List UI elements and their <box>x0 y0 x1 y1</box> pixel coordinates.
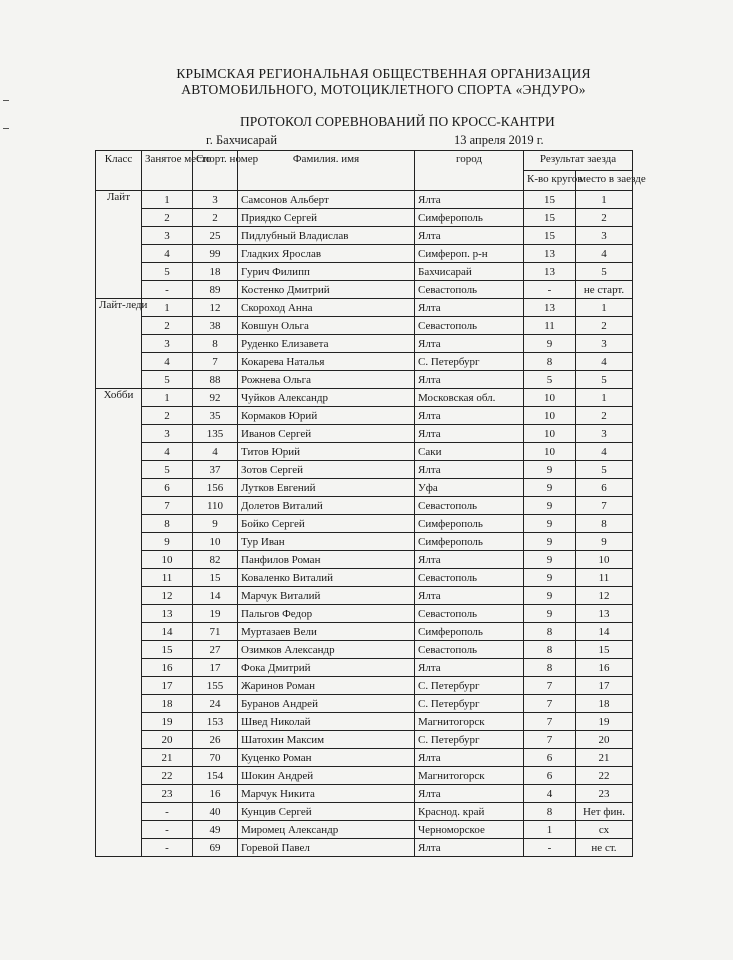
table-row <box>96 713 633 731</box>
number-cell: 10 <box>193 533 238 551</box>
name-cell: Кормаков Юрий <box>238 407 415 425</box>
heat-place-cell: 23 <box>576 785 633 803</box>
city-cell: Бахчисарай <box>415 263 524 281</box>
heat-place-cell: 1 <box>576 299 633 317</box>
name-cell: Миромец Александр <box>238 821 415 839</box>
column-header-city: город <box>415 151 524 191</box>
table-row <box>96 803 633 821</box>
number-cell: 4 <box>193 443 238 461</box>
column-header-laps: К-во кругов <box>524 171 576 191</box>
laps-cell: 8 <box>524 659 576 677</box>
place-cell: 19 <box>142 713 193 731</box>
name-cell: Иванов Сергей <box>238 425 415 443</box>
table-row <box>96 659 633 677</box>
table-row <box>96 263 633 281</box>
place-cell: 4 <box>142 245 193 263</box>
city-cell: Симфероп. р-н <box>415 245 524 263</box>
city-cell: Ялта <box>415 785 524 803</box>
heat-place-cell: 16 <box>576 659 633 677</box>
laps-cell: 13 <box>524 245 576 263</box>
heat-place-cell: 5 <box>576 263 633 281</box>
number-cell: 37 <box>193 461 238 479</box>
number-cell: 26 <box>193 731 238 749</box>
column-header-class: Класс <box>96 151 142 191</box>
name-cell: Буранов Андрей <box>238 695 415 713</box>
place-cell: 11 <box>142 569 193 587</box>
name-cell: Бойко Сергей <box>238 515 415 533</box>
heat-place-cell: 4 <box>576 443 633 461</box>
laps-cell: 15 <box>524 191 576 209</box>
heat-place-cell: 8 <box>576 515 633 533</box>
place-cell: 2 <box>142 209 193 227</box>
heat-place-cell: 17 <box>576 677 633 695</box>
number-cell: 99 <box>193 245 238 263</box>
place-cell: 18 <box>142 695 193 713</box>
name-cell: Кокарева Наталья <box>238 353 415 371</box>
place-cell: - <box>142 281 193 299</box>
city-cell: С. Петербург <box>415 353 524 371</box>
table-row <box>96 209 633 227</box>
heat-place-cell: 6 <box>576 479 633 497</box>
city-cell: Ялта <box>415 371 524 389</box>
place-cell: 2 <box>142 317 193 335</box>
place-cell: 22 <box>142 767 193 785</box>
number-cell: 3 <box>193 191 238 209</box>
city-cell: Симферополь <box>415 515 524 533</box>
name-cell: Шатохин Максим <box>238 731 415 749</box>
city-cell: Симферополь <box>415 623 524 641</box>
name-cell: Тур Иван <box>238 533 415 551</box>
name-cell: Озимков Александр <box>238 641 415 659</box>
name-cell: Коваленко Виталий <box>238 569 415 587</box>
number-cell: 17 <box>193 659 238 677</box>
laps-cell: 9 <box>524 497 576 515</box>
city-cell: Ялта <box>415 587 524 605</box>
number-cell: 9 <box>193 515 238 533</box>
name-cell: Зотов Сергей <box>238 461 415 479</box>
laps-cell: 6 <box>524 767 576 785</box>
city-cell: Уфа <box>415 479 524 497</box>
name-cell: Приядко Сергей <box>238 209 415 227</box>
laps-cell: 7 <box>524 731 576 749</box>
heat-place-cell: 12 <box>576 587 633 605</box>
class-cell: Хобби <box>96 389 142 857</box>
number-cell: 8 <box>193 335 238 353</box>
number-cell: 7 <box>193 353 238 371</box>
laps-cell: 10 <box>524 425 576 443</box>
table-row <box>96 695 633 713</box>
place-cell: 14 <box>142 623 193 641</box>
number-cell: 24 <box>193 695 238 713</box>
number-cell: 156 <box>193 479 238 497</box>
table-row <box>96 677 633 695</box>
heat-place-cell: не старт. <box>576 281 633 299</box>
number-cell: 82 <box>193 551 238 569</box>
table-row <box>96 515 633 533</box>
city-cell: Севастополь <box>415 281 524 299</box>
heat-place-cell: 18 <box>576 695 633 713</box>
laps-cell: 7 <box>524 677 576 695</box>
city-cell: Краснод. край <box>415 803 524 821</box>
column-header-result: Результат заезда <box>524 151 633 171</box>
name-cell: Горевой Павел <box>238 839 415 857</box>
table-row <box>96 839 633 857</box>
place-cell: 10 <box>142 551 193 569</box>
heat-place-cell: 3 <box>576 227 633 245</box>
class-cell: Лайт <box>96 191 142 299</box>
laps-cell: 4 <box>524 785 576 803</box>
heat-place-cell: 9 <box>576 533 633 551</box>
laps-cell: 9 <box>524 533 576 551</box>
laps-cell: 7 <box>524 695 576 713</box>
place-cell: 1 <box>142 299 193 317</box>
table-row <box>96 443 633 461</box>
number-cell: 155 <box>193 677 238 695</box>
table-row <box>96 587 633 605</box>
name-cell: Пидлубный Владислав <box>238 227 415 245</box>
city-cell: Симферополь <box>415 533 524 551</box>
city-cell: Московская обл. <box>415 389 524 407</box>
table-row <box>96 335 633 353</box>
heat-place-cell: 3 <box>576 425 633 443</box>
table-row <box>96 533 633 551</box>
table-header-row <box>96 151 633 171</box>
name-cell: Лутков Евгений <box>238 479 415 497</box>
place-cell: 16 <box>142 659 193 677</box>
laps-cell: 9 <box>524 335 576 353</box>
number-cell: 12 <box>193 299 238 317</box>
organization-line-2: АВТОМОБИЛЬНОГО, МОТОЦИКЛЕТНОГО СПОРТА «ЭНДУРО» <box>181 82 586 97</box>
name-cell: Самсонов Альберт <box>238 191 415 209</box>
number-cell: 27 <box>193 641 238 659</box>
city-cell: Ялта <box>415 191 524 209</box>
table-row <box>96 605 633 623</box>
laps-cell: 8 <box>524 623 576 641</box>
table-row <box>96 191 633 209</box>
place-cell: 5 <box>142 461 193 479</box>
heat-place-cell: 11 <box>576 569 633 587</box>
organization-line-1: КРЫМСКАЯ РЕГИОНАЛЬНАЯ ОБЩЕСТВЕННАЯ ОРГАНИЗАЦИЯ <box>176 66 591 81</box>
place-cell: 2 <box>142 407 193 425</box>
number-cell: 35 <box>193 407 238 425</box>
laps-cell: 5 <box>524 371 576 389</box>
table-row <box>96 749 633 767</box>
table-row <box>96 821 633 839</box>
place-cell: 5 <box>142 371 193 389</box>
city-cell: Ялта <box>415 749 524 767</box>
heat-place-cell: 7 <box>576 497 633 515</box>
place-cell: 9 <box>142 533 193 551</box>
results-body <box>96 191 633 857</box>
name-cell: Жаринов Роман <box>238 677 415 695</box>
heat-place-cell: 4 <box>576 353 633 371</box>
city-cell: С. Петербург <box>415 695 524 713</box>
name-cell: Гурич Филипп <box>238 263 415 281</box>
number-cell: 88 <box>193 371 238 389</box>
heat-place-cell: сх <box>576 821 633 839</box>
city-cell: Севастополь <box>415 569 524 587</box>
city-cell: Севастополь <box>415 317 524 335</box>
number-cell: 49 <box>193 821 238 839</box>
number-cell: 110 <box>193 497 238 515</box>
table-row <box>96 623 633 641</box>
number-cell: 92 <box>193 389 238 407</box>
scan-mark <box>3 128 9 129</box>
laps-cell: 9 <box>524 569 576 587</box>
table-row <box>96 641 633 659</box>
table-row <box>96 731 633 749</box>
city-cell: Магнитогорск <box>415 713 524 731</box>
place-cell: 4 <box>142 353 193 371</box>
city-cell: Севастополь <box>415 641 524 659</box>
name-cell: Марчук Никита <box>238 785 415 803</box>
table-row <box>96 569 633 587</box>
city-cell: Ялта <box>415 551 524 569</box>
table-row <box>96 497 633 515</box>
laps-cell: 9 <box>524 551 576 569</box>
name-cell: Костенко Дмитрий <box>238 281 415 299</box>
laps-cell: 13 <box>524 263 576 281</box>
laps-cell: 11 <box>524 317 576 335</box>
table-row <box>96 353 633 371</box>
table-row <box>96 245 633 263</box>
city-cell: С. Петербург <box>415 677 524 695</box>
heat-place-cell: 20 <box>576 731 633 749</box>
place-cell: - <box>142 821 193 839</box>
place-cell: 13 <box>142 605 193 623</box>
laps-cell: 9 <box>524 587 576 605</box>
laps-cell: 1 <box>524 821 576 839</box>
heat-place-cell: 1 <box>576 191 633 209</box>
column-header-name: Фамилия. имя <box>238 151 415 191</box>
laps-cell: - <box>524 839 576 857</box>
city-cell: Ялта <box>415 335 524 353</box>
laps-cell: 10 <box>524 389 576 407</box>
name-cell: Кунцив Сергей <box>238 803 415 821</box>
number-cell: 89 <box>193 281 238 299</box>
place-cell: 6 <box>142 479 193 497</box>
laps-cell: 9 <box>524 479 576 497</box>
table-row <box>96 479 633 497</box>
table-row <box>96 371 633 389</box>
name-cell: Фока Дмитрий <box>238 659 415 677</box>
name-cell: Титов Юрий <box>238 443 415 461</box>
name-cell: Ковшун Ольга <box>238 317 415 335</box>
place-cell: 21 <box>142 749 193 767</box>
name-cell: Скороход Анна <box>238 299 415 317</box>
name-cell: Руденко Елизавета <box>238 335 415 353</box>
number-cell: 2 <box>193 209 238 227</box>
column-header-heat-place: место в заезде <box>576 171 633 191</box>
laps-cell: 9 <box>524 461 576 479</box>
laps-cell: 7 <box>524 713 576 731</box>
laps-cell: 8 <box>524 803 576 821</box>
laps-cell: 10 <box>524 407 576 425</box>
name-cell: Гладких Ярослав <box>238 245 415 263</box>
number-cell: 153 <box>193 713 238 731</box>
city-cell: Севастополь <box>415 605 524 623</box>
place-cell: 17 <box>142 677 193 695</box>
city-cell: Магнитогорск <box>415 767 524 785</box>
city-cell: Ялта <box>415 461 524 479</box>
name-cell: Рожнева Ольга <box>238 371 415 389</box>
number-cell: 135 <box>193 425 238 443</box>
heat-place-cell: 4 <box>576 245 633 263</box>
number-cell: 25 <box>193 227 238 245</box>
heat-place-cell: 10 <box>576 551 633 569</box>
heat-place-cell: 19 <box>576 713 633 731</box>
table-row <box>96 317 633 335</box>
table-row <box>96 785 633 803</box>
laps-cell: 8 <box>524 641 576 659</box>
heat-place-cell: 21 <box>576 749 633 767</box>
class-cell: Лайт-леди <box>96 299 142 389</box>
laps-cell: 13 <box>524 299 576 317</box>
city-cell: Ялта <box>415 659 524 677</box>
number-cell: 38 <box>193 317 238 335</box>
table-row <box>96 407 633 425</box>
heat-place-cell: 3 <box>576 335 633 353</box>
city-cell: Саки <box>415 443 524 461</box>
place-cell: - <box>142 803 193 821</box>
table-row <box>96 281 633 299</box>
place-cell: 3 <box>142 425 193 443</box>
place-cell: 20 <box>142 731 193 749</box>
place-cell: 4 <box>142 443 193 461</box>
heat-place-cell: 2 <box>576 317 633 335</box>
city-cell: Ялта <box>415 407 524 425</box>
place-cell: 23 <box>142 785 193 803</box>
heat-place-cell: 1 <box>576 389 633 407</box>
number-cell: 19 <box>193 605 238 623</box>
laps-cell: 10 <box>524 443 576 461</box>
place-cell: 15 <box>142 641 193 659</box>
laps-cell: 8 <box>524 353 576 371</box>
name-cell: Долетов Виталий <box>238 497 415 515</box>
number-cell: 14 <box>193 587 238 605</box>
event-date: 13 апреля 2019 г. <box>454 133 544 147</box>
table-row <box>96 767 633 785</box>
table-row <box>96 461 633 479</box>
name-cell: Куценко Роман <box>238 749 415 767</box>
heat-place-cell: Нет фин. <box>576 803 633 821</box>
name-cell: Марчук Виталий <box>238 587 415 605</box>
city-cell: Севастополь <box>415 497 524 515</box>
city-cell: С. Петербург <box>415 731 524 749</box>
name-cell: Пальгов Федор <box>238 605 415 623</box>
place-cell: 3 <box>142 227 193 245</box>
laps-cell: 9 <box>524 515 576 533</box>
city-cell: Ялта <box>415 425 524 443</box>
laps-cell: - <box>524 281 576 299</box>
results-table <box>95 150 646 857</box>
table-row <box>96 425 633 443</box>
event-city: г. Бахчисарай <box>206 133 278 147</box>
scan-mark <box>3 100 9 101</box>
name-cell: Муртазаев Вели <box>238 623 415 641</box>
laps-cell: 6 <box>524 749 576 767</box>
name-cell: Шокин Андрей <box>238 767 415 785</box>
place-cell: 5 <box>142 263 193 281</box>
city-cell: Ялта <box>415 299 524 317</box>
heat-place-cell: 5 <box>576 461 633 479</box>
place-cell: 3 <box>142 335 193 353</box>
heat-place-cell: 2 <box>576 407 633 425</box>
number-cell: 69 <box>193 839 238 857</box>
column-header-number: Спорт. номер <box>193 151 238 191</box>
place-cell: 1 <box>142 389 193 407</box>
place-cell: - <box>142 839 193 857</box>
table-row <box>96 551 633 569</box>
number-cell: 18 <box>193 263 238 281</box>
place-cell: 7 <box>142 497 193 515</box>
column-header-place: Занятое место <box>142 151 193 191</box>
place-cell: 12 <box>142 587 193 605</box>
table-row <box>96 227 633 245</box>
heat-place-cell: 15 <box>576 641 633 659</box>
number-cell: 15 <box>193 569 238 587</box>
protocol-title: ПРОТОКОЛ СОРЕВНОВАНИЙ ПО КРОСС-КАНТРИ <box>240 114 555 129</box>
number-cell: 71 <box>193 623 238 641</box>
city-cell: Черноморское <box>415 821 524 839</box>
heat-place-cell: 2 <box>576 209 633 227</box>
table-row <box>96 299 633 317</box>
heat-place-cell: не ст. <box>576 839 633 857</box>
heat-place-cell: 13 <box>576 605 633 623</box>
heat-place-cell: 5 <box>576 371 633 389</box>
laps-cell: 15 <box>524 227 576 245</box>
name-cell: Чуйков Александр <box>238 389 415 407</box>
table-row <box>96 389 633 407</box>
number-cell: 70 <box>193 749 238 767</box>
city-cell: Симферополь <box>415 209 524 227</box>
city-cell: Ялта <box>415 839 524 857</box>
number-cell: 16 <box>193 785 238 803</box>
number-cell: 154 <box>193 767 238 785</box>
number-cell: 40 <box>193 803 238 821</box>
name-cell: Швед Николай <box>238 713 415 731</box>
heat-place-cell: 22 <box>576 767 633 785</box>
laps-cell: 9 <box>524 605 576 623</box>
laps-cell: 15 <box>524 209 576 227</box>
name-cell: Панфилов Роман <box>238 551 415 569</box>
city-cell: Ялта <box>415 227 524 245</box>
heat-place-cell: 14 <box>576 623 633 641</box>
place-cell: 8 <box>142 515 193 533</box>
place-cell: 1 <box>142 191 193 209</box>
